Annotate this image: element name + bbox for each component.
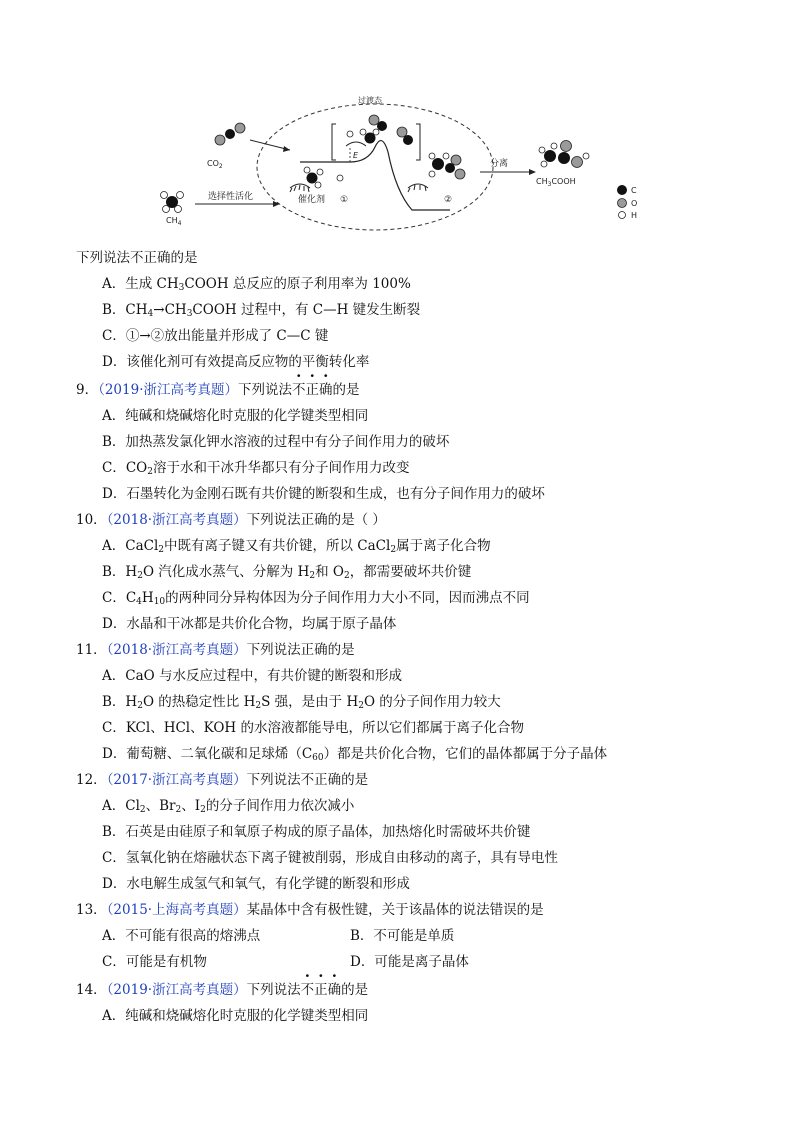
- legend-h: H: [631, 211, 638, 220]
- q10-option-d: D．水晶和干冰都是共价化合物，均属于原子晶体: [102, 616, 397, 632]
- q10-option-c: C．$C_4H_{10}$的两种同分异构体因为分子间作用力大小不同，因而沸点不同: [102, 590, 530, 607]
- q13-option-c: C．可能是有机物: [102, 954, 207, 970]
- state-1-label: ①: [340, 195, 349, 205]
- q10-option-a: A．CaCl$_2$中既有离子键又有共价键，所以 CaCl$_2$属于离子化合物: [102, 538, 491, 555]
- q9-option-b: B．加热蒸发氯化钾水溶液的过程中有分子间作用力的破坏: [102, 434, 450, 450]
- q13-source: （2015·上海高考真题）: [106, 902, 247, 918]
- reaction-mechanism-diagram: [150, 92, 650, 232]
- q9-source: （2019·浙江高考真题）: [98, 382, 238, 398]
- separation-label: 分离: [490, 159, 509, 169]
- q12-option-c: C．氢氧化钠在熔融状态下离子键被削弱，形成自由移动的离子，具有导电性: [102, 850, 558, 866]
- q13-stem: 13．（2015·上海高考真题）某晶体中含有极性键，关于该晶体的说法错误的是: [76, 902, 544, 918]
- transition-complex: [332, 115, 420, 160]
- q12-option-b: B．石英是由硅原子和氧原子构成的原子晶体，加热熔化时需破坏共价键: [102, 824, 531, 840]
- q8-option-b: B．$CH_4\to CH_3COOH$ 过程中，有 C—H 键发生断裂: [102, 302, 421, 319]
- acetic-acid-molecule: [539, 141, 589, 168]
- state-2-label: ②: [444, 195, 453, 205]
- legend-o: O: [631, 199, 638, 208]
- q12-option-a: A．$Cl_2$、$Br_2$、$I_2$的分子间作用力依次减小: [102, 798, 355, 815]
- atom-legend: [617, 185, 637, 220]
- q9-option-d: D．石墨转化为金刚石既有共价键的断裂和生成，也有分子间作用力的破坏: [102, 486, 545, 502]
- mechanism-svg: [150, 92, 650, 232]
- q9-option-a: A．纯碱和烧碱熔化时克服的化学键类型相同: [102, 408, 369, 424]
- q12-option-d: D．水电解生成氢气和氧气，有化学键的断裂和形成: [102, 876, 410, 892]
- q11-stem: 11．（2018·浙江高考真题）下列说法正确的是: [76, 642, 355, 658]
- q11-option-d: D．葡萄糖、二氧化碳和足球烯$(C_{60})$都是共价化合物，它们的晶体都属于分子晶体: [102, 746, 608, 763]
- q8-option-a: A．生成 $CH_3COOH$ 总反应的原子利用率为 100%: [102, 276, 411, 293]
- q13-option-d: D．可能是离子晶体: [350, 954, 469, 970]
- ch4-molecule: [161, 192, 184, 213]
- ch4-label: $CH_4$: [166, 216, 182, 227]
- q13-option-a: A．不可能有很高的熔沸点: [102, 928, 261, 944]
- co2-molecule: [215, 123, 245, 145]
- state-2-complex: [408, 153, 465, 192]
- energy-label: E: [353, 151, 359, 160]
- q11-source: （2018·浙江高考真题）: [106, 642, 247, 658]
- catalyst-site: [290, 167, 343, 192]
- q14-stem: 14．（2019·浙江高考真题）下列说法不正确的是: [76, 982, 369, 998]
- q11-option-c: C．KCl、HCl、KOH 的水溶液都能导电，所以它们都属于离子化合物: [102, 720, 524, 736]
- q12-source: （2017·浙江高考真题）: [106, 772, 247, 788]
- q10-option-b: B．$H_2O$ 汽化成水蒸气、分解为 $H_2$和 $O_2$，都需要破坏共价键: [102, 564, 472, 581]
- q10-source: （2018·浙江高考真题）: [106, 512, 247, 528]
- legend-c: C: [631, 186, 637, 195]
- q8-option-c: C．①→②放出能量并形成了 C—C 键: [102, 328, 329, 344]
- q9-option-c: C．$CO_2$溶于水和干冰升华都只有分子间作用力改变: [102, 460, 410, 477]
- transition-state-label: 过渡态: [358, 96, 382, 105]
- q12-stem: 12．（2017·浙江高考真题）下列说法不正确的是: [76, 772, 369, 788]
- q9-stem: 9．（2019·浙江高考真题）下列说法不正确的是: [76, 382, 360, 398]
- q14-option-a: A．纯碱和烧碱熔化时克服的化学键类型相同: [102, 1008, 369, 1024]
- q11-option-a: A．CaO 与水反应过程中，有共价键的断裂和形成: [102, 668, 402, 684]
- q14-source: （2019·浙江高考真题）: [106, 982, 247, 998]
- co2-label: $CO_2$: [207, 159, 223, 170]
- q8-option-d: D．该催化剂可有效提高反应物的平衡转化率: [102, 354, 370, 370]
- q13-option-b: B．不可能是单质: [350, 928, 455, 944]
- q10-stem: 10．（2018·浙江高考真题）下列说法正确的是（ ）: [76, 512, 386, 528]
- product-label: $CH_3COOH$: [536, 177, 576, 188]
- q11-option-b: B．$H_2O$ 的热稳定性比 $H_2S$ 强，是由于 $H_2O$ 的分子间作用力较大: [102, 694, 501, 711]
- selective-activation-label: 选择性活化: [208, 192, 254, 202]
- catalyst-label: 催化剂: [298, 195, 326, 205]
- q8-stem: 下列说法不正确的是: [76, 250, 198, 266]
